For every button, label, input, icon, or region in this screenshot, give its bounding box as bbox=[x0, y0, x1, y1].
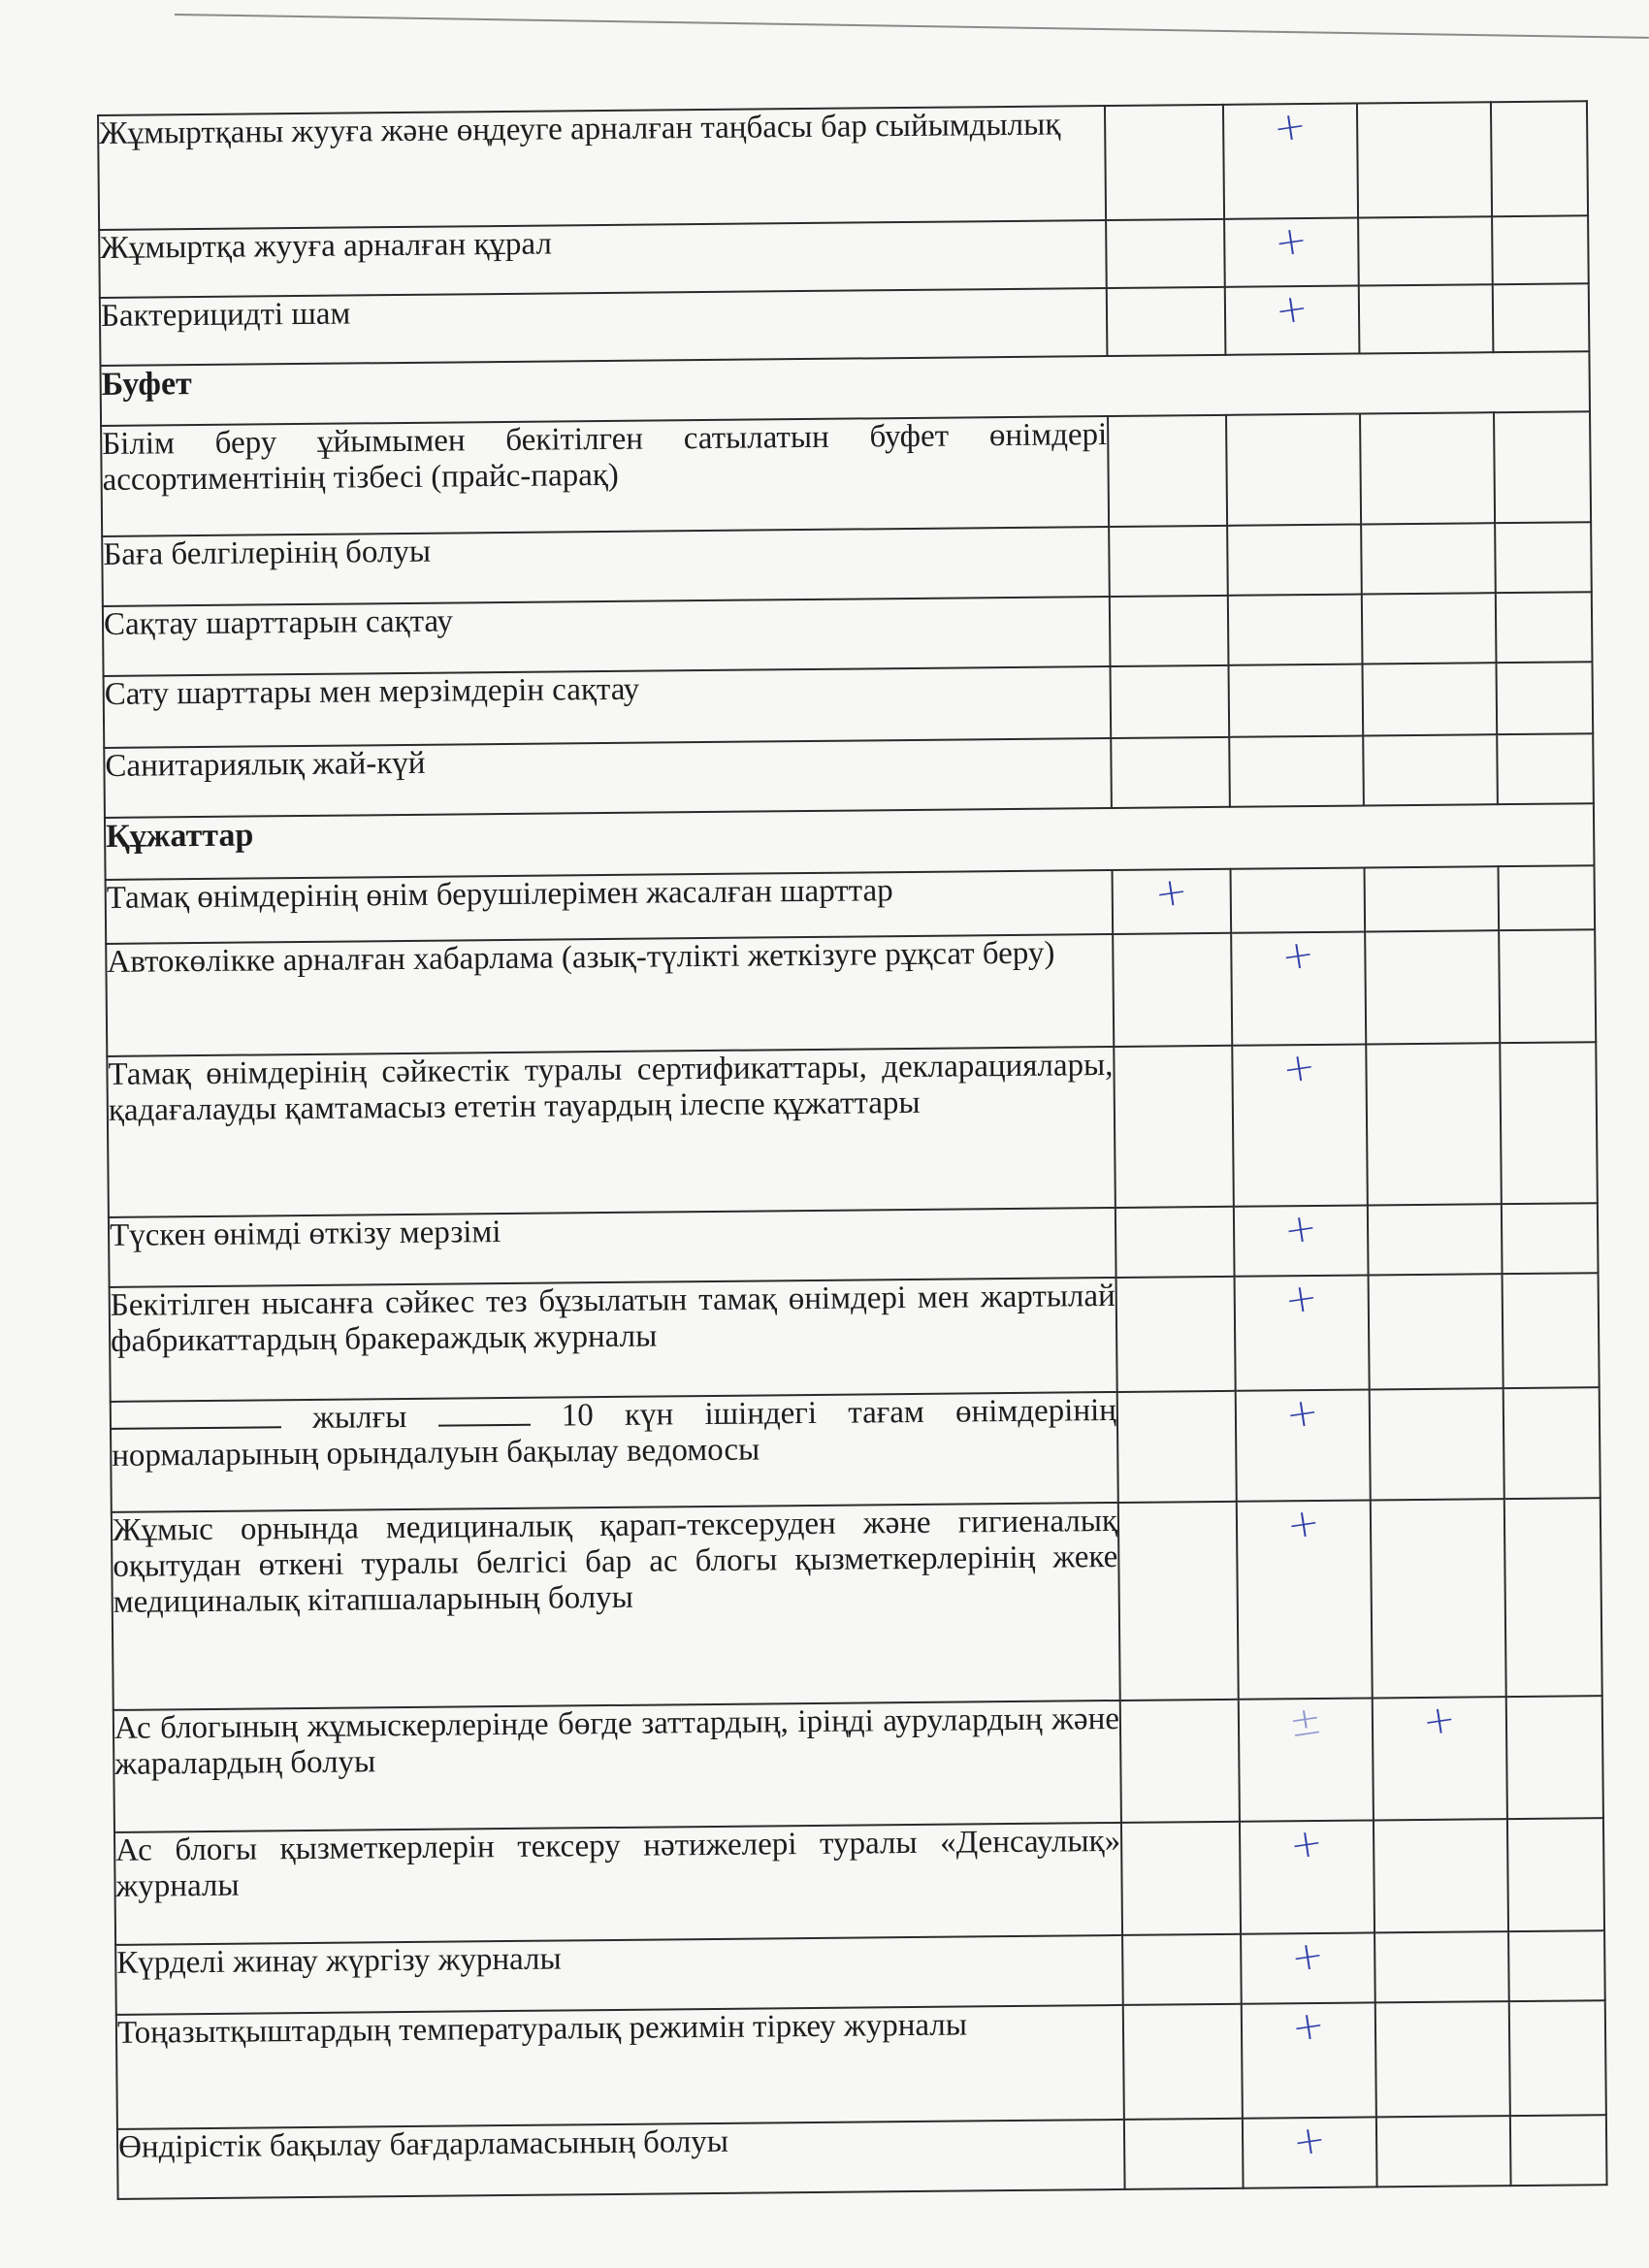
mark-cell-4 bbox=[1507, 1818, 1604, 1931]
check-mark: + bbox=[1279, 1043, 1319, 1093]
mark-cell-3 bbox=[1365, 866, 1500, 931]
mark-cell-1 bbox=[1116, 1207, 1235, 1278]
mark-cell-4 bbox=[1506, 1696, 1603, 1819]
mark-cell-1 bbox=[1113, 869, 1232, 934]
mark-cell-3 bbox=[1362, 593, 1497, 664]
mark-cell-2 bbox=[1228, 595, 1363, 665]
section-heading-kuzhattar: Құжаттар bbox=[105, 803, 1595, 880]
mark-cell-2 bbox=[1223, 104, 1358, 219]
table-row bbox=[114, 1818, 1604, 1945]
check-mark: + bbox=[1281, 1274, 1321, 1324]
mark-cell-3 bbox=[1365, 930, 1500, 1044]
checklist-sheet bbox=[97, 100, 1606, 2200]
table-row bbox=[117, 2115, 1607, 2199]
mark-cell-3 bbox=[1374, 1819, 1508, 1932]
mark-cell-2 bbox=[1243, 2117, 1377, 2187]
mark-cell-2 bbox=[1226, 414, 1361, 526]
table-row bbox=[98, 101, 1588, 230]
check-mark: + bbox=[1287, 1819, 1327, 1869]
check-mark: + bbox=[1151, 868, 1191, 918]
table-row bbox=[113, 1696, 1603, 1832]
mark-cell-3 bbox=[1363, 734, 1498, 805]
mark-cell-1 bbox=[1105, 105, 1224, 220]
check-mark: + bbox=[1288, 1931, 1328, 1982]
mark-cell-2 bbox=[1242, 2002, 1376, 2118]
row-label: Түскен өнімді өткізу мерзімі bbox=[109, 1208, 1116, 1287]
row-label: Баға белгілерінің болуы bbox=[102, 527, 1110, 606]
mark-cell-1 bbox=[1118, 1502, 1239, 1701]
mark-cell-3 bbox=[1370, 1388, 1504, 1500]
row-label: Күрделі жинау жүргізу журналы bbox=[115, 1935, 1123, 2015]
page-top-edge-line bbox=[175, 14, 1649, 39]
mark-cell-4 bbox=[1502, 1203, 1599, 1274]
mark-cell-3 bbox=[1359, 284, 1494, 353]
mark-cell-1 bbox=[1122, 1934, 1242, 2005]
row-label: Ас блогы қызметкерлерін тексеру нәтижелері туралы «Денсаулық» журналы bbox=[114, 1823, 1122, 1945]
row-label: Тоңазытқыштардың температуралық режимін тіркеу журналы bbox=[116, 2005, 1124, 2129]
table-row bbox=[110, 1273, 1600, 1402]
row-label bbox=[111, 1392, 1118, 1512]
mark-cell-3 bbox=[1375, 2001, 1510, 2117]
row-label: Сақтау шарттарын сақтау bbox=[103, 597, 1111, 676]
section-heading-bufet: Буфет bbox=[100, 351, 1590, 426]
check-mark: + bbox=[1282, 1388, 1322, 1439]
table-row bbox=[111, 1387, 1600, 1512]
mark-cell-3 bbox=[1376, 2116, 1511, 2187]
mark-cell-3 bbox=[1361, 523, 1496, 594]
row-label: Жұмыртқа жууға арналған құрал bbox=[99, 220, 1107, 298]
mark-cell-2 bbox=[1225, 286, 1360, 355]
mark-cell-3 bbox=[1358, 216, 1493, 285]
mark-cell-4 bbox=[1503, 1273, 1600, 1388]
mark-cell-1 bbox=[1107, 287, 1226, 356]
mark-cell-3 bbox=[1374, 1931, 1509, 2002]
row-label: Бактерицидті шам bbox=[100, 288, 1108, 366]
check-mark: + bbox=[1271, 102, 1310, 152]
table-row bbox=[106, 929, 1596, 1056]
mark-cell-1 bbox=[1117, 1391, 1237, 1503]
check-mark: + bbox=[1419, 1696, 1459, 1746]
check-mark: + bbox=[1284, 1499, 1323, 1549]
mark-cell-2 bbox=[1239, 1698, 1374, 1821]
period-blank[interactable] bbox=[437, 1399, 530, 1427]
check-mark: + bbox=[1288, 2001, 1328, 2052]
checklist-table bbox=[97, 100, 1608, 2200]
mark-cell-1 bbox=[1109, 526, 1228, 597]
mark-cell-3 bbox=[1373, 1697, 1507, 1820]
row-label: Тамақ өнімдерінің өнім берушілерімен жасалған шарттар bbox=[106, 870, 1114, 944]
table-row bbox=[112, 1498, 1602, 1710]
mark-cell-4 bbox=[1499, 929, 1596, 1043]
table-row bbox=[107, 1042, 1598, 1217]
mark-cell-1 bbox=[1123, 2004, 1243, 2120]
check-mark: + bbox=[1290, 2116, 1330, 2166]
year-blank[interactable] bbox=[112, 1401, 281, 1430]
mark-cell-2 bbox=[1231, 867, 1366, 932]
mark-cell-1 bbox=[1121, 1822, 1241, 1935]
mark-cell-1 bbox=[1113, 933, 1232, 1047]
mark-cell-3 bbox=[1366, 1043, 1502, 1205]
mark-cell-4 bbox=[1497, 733, 1594, 804]
mark-cell-4 bbox=[1495, 522, 1592, 593]
mark-cell-2 bbox=[1227, 525, 1362, 596]
mark-cell-3 bbox=[1360, 412, 1495, 524]
row-label: Жұмыс орнында медициналық қарап-тексеруден және гигиеналық оқытудан өткені туралы белгісі бар ас блогы қызметкерлерінің жеке медициналық кітапшаларының болуы bbox=[112, 1503, 1120, 1710]
mark-cell-1 bbox=[1108, 415, 1227, 527]
mark-cell-4 bbox=[1494, 411, 1591, 523]
mark-cell-4 bbox=[1496, 662, 1593, 734]
mark-cell-2 bbox=[1241, 1932, 1375, 2003]
table-row bbox=[101, 411, 1591, 536]
mark-cell-3 bbox=[1362, 663, 1497, 735]
mark-cell-2 bbox=[1234, 1205, 1369, 1276]
mark-cell-3 bbox=[1371, 1499, 1506, 1698]
mark-cell-2 bbox=[1240, 1820, 1374, 1933]
mark-cell-2 bbox=[1232, 1044, 1368, 1206]
table-row bbox=[116, 2000, 1606, 2129]
mark-cell-2 bbox=[1236, 1389, 1371, 1501]
check-mark: + bbox=[1278, 930, 1318, 981]
mark-cell-4 bbox=[1491, 101, 1588, 216]
row-label: Санитариялық жай-күй bbox=[104, 738, 1112, 818]
mark-cell-4 bbox=[1510, 2115, 1607, 2186]
mark-cell-1 bbox=[1120, 1700, 1240, 1823]
row-label: Білім беру ұйымымен бекітілген сатылатын буфет өнімдері ассортиментінің тізбесі (прайс-парақ) bbox=[101, 416, 1109, 536]
check-mark: + bbox=[1272, 216, 1311, 267]
mark-cell-4 bbox=[1499, 865, 1596, 930]
mark-cell-4 bbox=[1500, 1042, 1598, 1204]
row-label: Өндірістік бақылау бағдарламасының болуы bbox=[117, 2120, 1125, 2199]
mark-cell-4 bbox=[1504, 1498, 1602, 1697]
mark-cell-3 bbox=[1357, 102, 1492, 217]
mark-cell-1 bbox=[1114, 1046, 1234, 1208]
row-label-part: жылғы bbox=[280, 1399, 438, 1437]
mark-cell-2 bbox=[1237, 1500, 1373, 1699]
mark-cell-1 bbox=[1111, 737, 1230, 808]
row-label: Бекітілген нысанға сәйкес тез бұзылатын тамақ өнімдері мен жартылай фабрикаттардың бракераждық журналы bbox=[110, 1278, 1117, 1402]
mark-cell-4 bbox=[1508, 1930, 1605, 2001]
mark-cell-4 bbox=[1496, 592, 1593, 663]
mark-cell-1 bbox=[1111, 665, 1230, 738]
mark-cell-3 bbox=[1368, 1204, 1503, 1275]
mark-cell-1 bbox=[1110, 596, 1229, 666]
row-label: Жұмыртқаны жууға және өңдеуге арналған таңбасы бар сыйымдылық bbox=[98, 106, 1106, 230]
check-mark: ± bbox=[1285, 1697, 1325, 1747]
mark-cell-2 bbox=[1224, 218, 1359, 287]
mark-cell-4 bbox=[1509, 2000, 1606, 2116]
mark-cell-3 bbox=[1369, 1274, 1504, 1389]
mark-cell-1 bbox=[1124, 2119, 1244, 2189]
row-label: Сату шарттары мен мерзімдерін сақтау bbox=[104, 666, 1112, 748]
mark-cell-4 bbox=[1492, 215, 1589, 284]
row-label: Ас блогының жұмыскерлерінде бөгде заттардың, іріңді аурулардың және жаралардың болуы bbox=[113, 1701, 1121, 1832]
mark-cell-2 bbox=[1229, 736, 1364, 807]
row-label: Автокөлікке арналған хабарлама (азық-түлікті жеткізуге рұқсат беру) bbox=[106, 934, 1114, 1056]
check-mark: + bbox=[1272, 284, 1311, 335]
row-label-part: 10 күн ішіндегі тағам өнімдерінің нормаларының орындалуын бақылау ведомосы bbox=[112, 1392, 1117, 1474]
mark-cell-2 bbox=[1235, 1275, 1370, 1390]
mark-cell-2 bbox=[1231, 931, 1366, 1045]
row-label: Тамақ өнімдерінің сәйкестік туралы сертификаттары, декларациялары, қадағалауды қамтамасыз ететін тауардың ілеспе құжаттары bbox=[107, 1047, 1116, 1217]
mark-cell-1 bbox=[1106, 219, 1225, 288]
check-mark: + bbox=[1281, 1204, 1321, 1254]
mark-cell-2 bbox=[1229, 664, 1364, 737]
mark-cell-4 bbox=[1493, 283, 1590, 352]
mark-cell-1 bbox=[1116, 1277, 1236, 1392]
mark-cell-4 bbox=[1504, 1387, 1600, 1499]
